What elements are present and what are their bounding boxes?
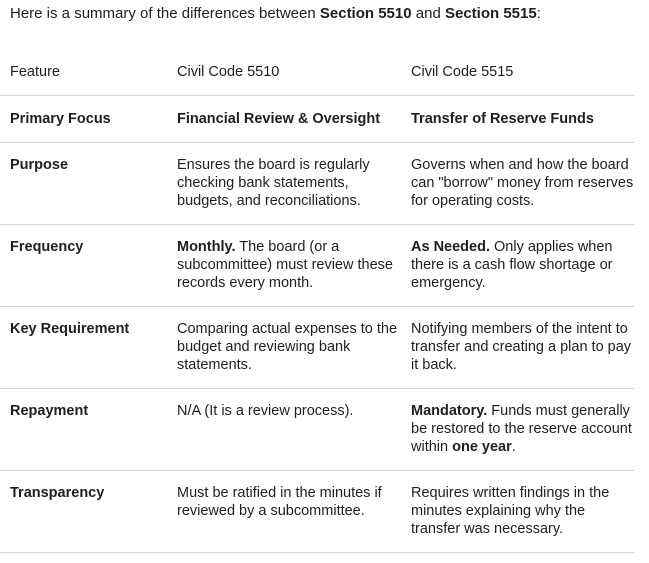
intro-section-b: Section 5515 — [444, 5, 537, 22]
cell-tail: . — [511, 439, 516, 455]
table-row — [0, 471, 634, 553]
table-row — [0, 96, 634, 143]
bold-lead: Mandatory. — [411, 403, 488, 419]
feature-cell: Frequency — [0, 225, 167, 307]
bold-emphasis: one year — [452, 439, 512, 455]
cell-5510 — [167, 471, 401, 553]
feature-cell: Primary Focus — [0, 96, 167, 143]
cell-text: Requires written findings in the minutes explaining why the transfer was necessary. — [411, 485, 610, 537]
cell-text: Notifying members of the intent to transfer and creating a plan to pay it back. — [411, 321, 632, 373]
header-civil-code-5510: Civil Code 5510 — [167, 51, 401, 96]
cell-text: Only applies when there is a cash flow shortage or emergency. — [411, 239, 613, 291]
comparison-table — [0, 51, 634, 553]
cell-text: The board (or a subcommittee) must review these records every month. — [177, 239, 393, 291]
bold-lead: Financial Review & Oversight — [177, 111, 381, 127]
bold-lead: Transfer of Reserve Funds — [411, 111, 594, 127]
table-row — [0, 225, 634, 307]
cell-5515 — [401, 143, 634, 225]
header-feature: Feature — [0, 51, 167, 96]
cell-5510 — [167, 225, 401, 307]
cell-text: Funds must generally be restored to the reserve account within — [411, 403, 632, 455]
table-row — [0, 143, 634, 225]
intro-sentence — [10, 4, 541, 24]
feature-cell: Transparency — [0, 471, 167, 553]
intro-section-a: Section 5510 — [319, 5, 412, 22]
cell-text: Ensures the board is regularly checking bank statements, budgets, and reconciliations. — [177, 157, 370, 209]
intro-prefix: Here is a summary of the differences between — [10, 5, 320, 22]
cell-5515 — [401, 307, 634, 389]
cell-5510 — [167, 96, 401, 143]
feature-cell: Purpose — [0, 143, 167, 225]
cell-5515 — [401, 389, 634, 471]
cell-5515 — [401, 96, 634, 143]
feature-cell: Key Requirement — [0, 307, 167, 389]
cell-text: Must be ratified in the minutes if reviewed by a subcommittee. — [177, 485, 382, 519]
cell-5510 — [167, 389, 401, 471]
bold-lead: As Needed. — [411, 239, 490, 255]
table-row — [0, 389, 634, 471]
intro-middle: and — [411, 5, 445, 22]
cell-text: Comparing actual expenses to the budget and reviewing bank statements. — [177, 321, 398, 373]
cell-5515 — [401, 225, 634, 307]
header-civil-code-5515: Civil Code 5515 — [401, 51, 634, 96]
intro-suffix: : — [536, 5, 541, 22]
cell-text: N/A (It is a review process). — [177, 403, 354, 419]
cell-text: Governs when and how the board can "borrow" money from reserves for operating costs. — [411, 157, 634, 209]
feature-cell: Repayment — [0, 389, 167, 471]
table-row — [0, 307, 634, 389]
cell-5510 — [167, 307, 401, 389]
cell-5510 — [167, 143, 401, 225]
table-header-row — [0, 51, 634, 96]
bold-lead: Monthly. — [177, 239, 236, 255]
cell-5515 — [401, 471, 634, 553]
